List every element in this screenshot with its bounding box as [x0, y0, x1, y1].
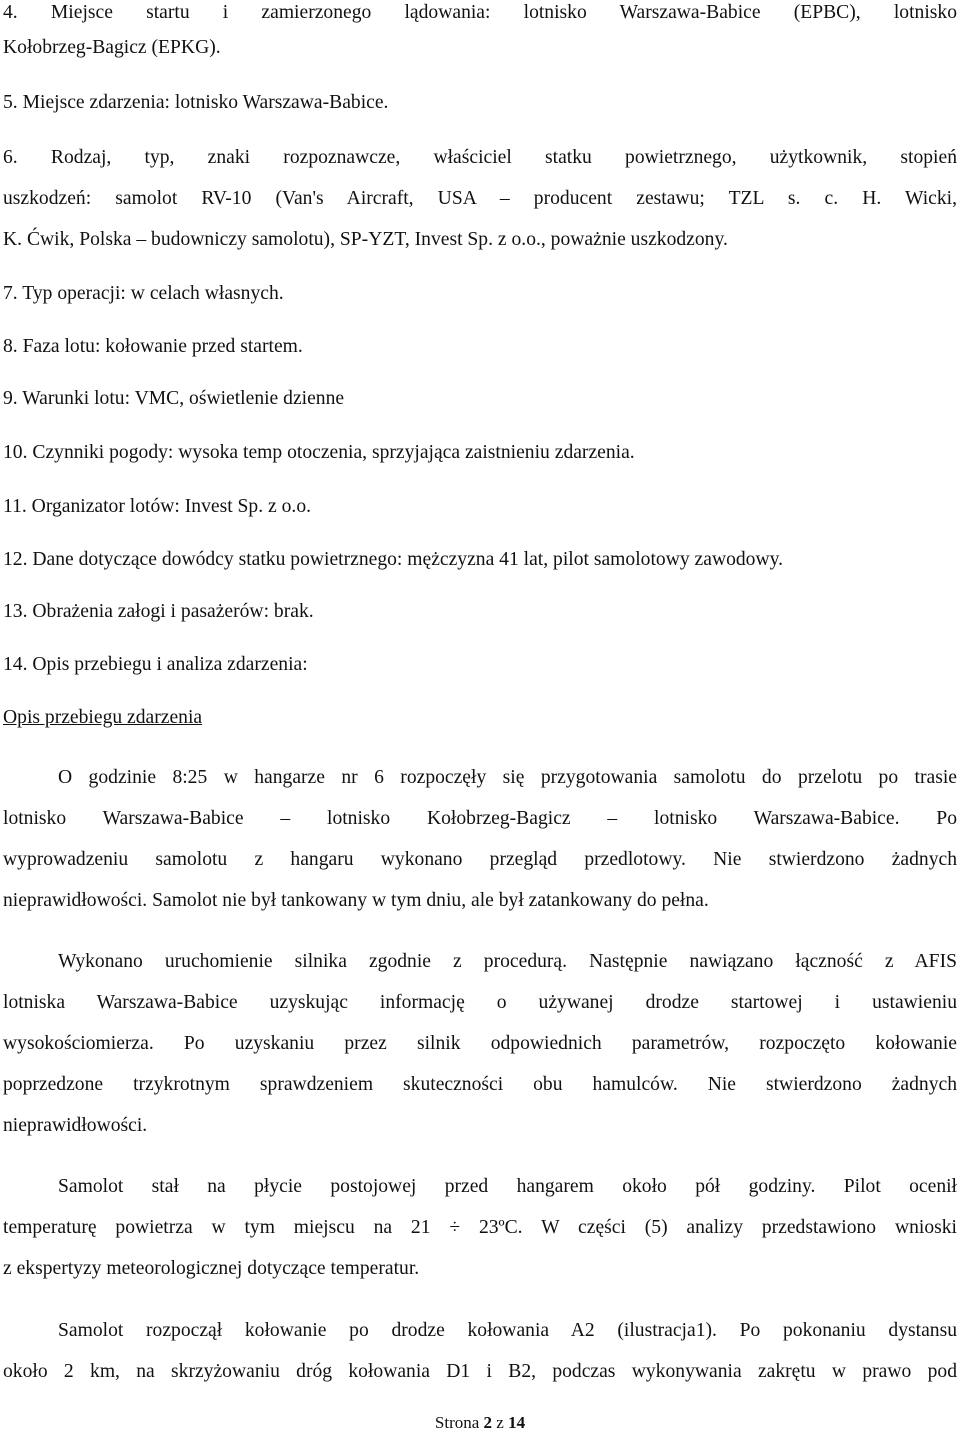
paragraph-3-line-2: temperaturę powietrza w tym miejscu na 21 ÷ 23ºC. W części (5) analizy przedstawiono wnioski [3, 1217, 957, 1238]
paragraph-3-line-3: z ekspertyzy meteorologicznej dotyczące temperatur. [3, 1258, 420, 1279]
list-item-6-line-1: 6. Rodzaj, typ, znaki rozpoznawcze, właściciel statku powietrznego, użytkownik, stopień [3, 147, 957, 168]
list-item-13: 13. Obrażenia załogi i pasażerów: brak. [3, 601, 314, 622]
paragraph-3-line-1: Samolot stał na płycie postojowej przed hangarem około pół godziny. Pilot ocenił [58, 1176, 957, 1197]
footer-prefix: Strona [434, 1413, 484, 1432]
list-item-5: 5. Miejsce zdarzenia: lotnisko Warszawa-Babice. [3, 92, 389, 113]
list-item-6-line-3: K. Ćwik, Polska – budowniczy samolotu), SP-YZT, Invest Sp. z o.o., poważnie uszkodzony. [3, 229, 728, 250]
page-footer [0, 1412, 960, 1434]
footer-total-pages: 14 [508, 1413, 526, 1432]
section-heading: Opis przebiegu zdarzenia [3, 707, 203, 728]
paragraph-1-line-2: lotnisko Warszawa-Babice – lotnisko Kołobrzeg-Bagicz – lotnisko Warszawa-Babice. Po [3, 808, 957, 829]
footer-page-number: 2 [483, 1413, 493, 1432]
paragraph-2-line-2: lotniska Warszawa-Babice uzyskując informację o używanej drodze startowej i ustawieniu [3, 992, 957, 1013]
list-item-4-line-2: Kołobrzeg-Bagicz (EPKG). [3, 37, 221, 58]
paragraph-2-line-4: poprzedzone trzykrotnym sprawdzeniem skuteczności obu hamulców. Nie stwierdzono żadnych [3, 1074, 957, 1095]
paragraph-1-line-3: wyprowadzeniu samolotu z hangaru wykonano przegląd przedlotowy. Nie stwierdzono żadnych [3, 849, 957, 870]
list-item-8: 8. Faza lotu: kołowanie przed startem. [3, 336, 303, 357]
list-item-12: 12. Dane dotyczące dowódcy statku powietrznego: mężczyzna 41 lat, pilot samolotowy zawodowy. [3, 549, 784, 570]
paragraph-2-line-3: wysokościomierza. Po uzyskaniu przez silnik odpowiednich parametrów, rozpoczęto kołowanie [3, 1033, 957, 1054]
paragraph-2-line-1: Wykonano uruchomienie silnika zgodnie z procedurą. Następnie nawiązano łączność z AFIS [58, 951, 957, 972]
footer-middle: z [492, 1413, 509, 1432]
list-item-10: 10. Czynniki pogody: wysoka temp otoczenia, sprzyjająca zaistnieniu zdarzenia. [3, 442, 635, 463]
paragraph-4-line-2: około 2 km, na skrzyżowaniu dróg kołowania D1 i B2, podczas wykonywania zakrętu w prawo pod [3, 1361, 957, 1382]
list-item-14: 14. Opis przebiegu i analiza zdarzenia: [3, 654, 308, 675]
paragraph-2-line-5: nieprawidłowości. [3, 1115, 148, 1136]
list-item-11: 11. Organizator lotów: Invest Sp. z o.o. [3, 496, 312, 517]
paragraph-1-line-4: nieprawidłowości. Samolot nie był tankowany w tym dniu, ale był zatankowany do pełna. [3, 890, 709, 911]
list-item-7: 7. Typ operacji: w celach własnych. [3, 283, 284, 304]
list-item-4-line-1: 4. Miejsce startu i zamierzonego lądowania: lotnisko Warszawa-Babice (EPBC), lotnisko [3, 2, 957, 23]
list-item-9: 9. Warunki lotu: VMC, oświetlenie dzienne [3, 388, 345, 409]
paragraph-4-line-1: Samolot rozpoczął kołowanie po drodze kołowania A2 (ilustracja1). Po pokonaniu dystansu [58, 1320, 957, 1341]
list-item-6-line-2: uszkodzeń: samolot RV-10 (Van's Aircraft, USA – producent zestawu; TZL s. c. H. Wicki, [3, 188, 957, 209]
paragraph-1-line-1: O godzinie 8:25 w hangarze nr 6 rozpoczęły się przygotowania samolotu do przelotu po trasie [58, 767, 957, 788]
